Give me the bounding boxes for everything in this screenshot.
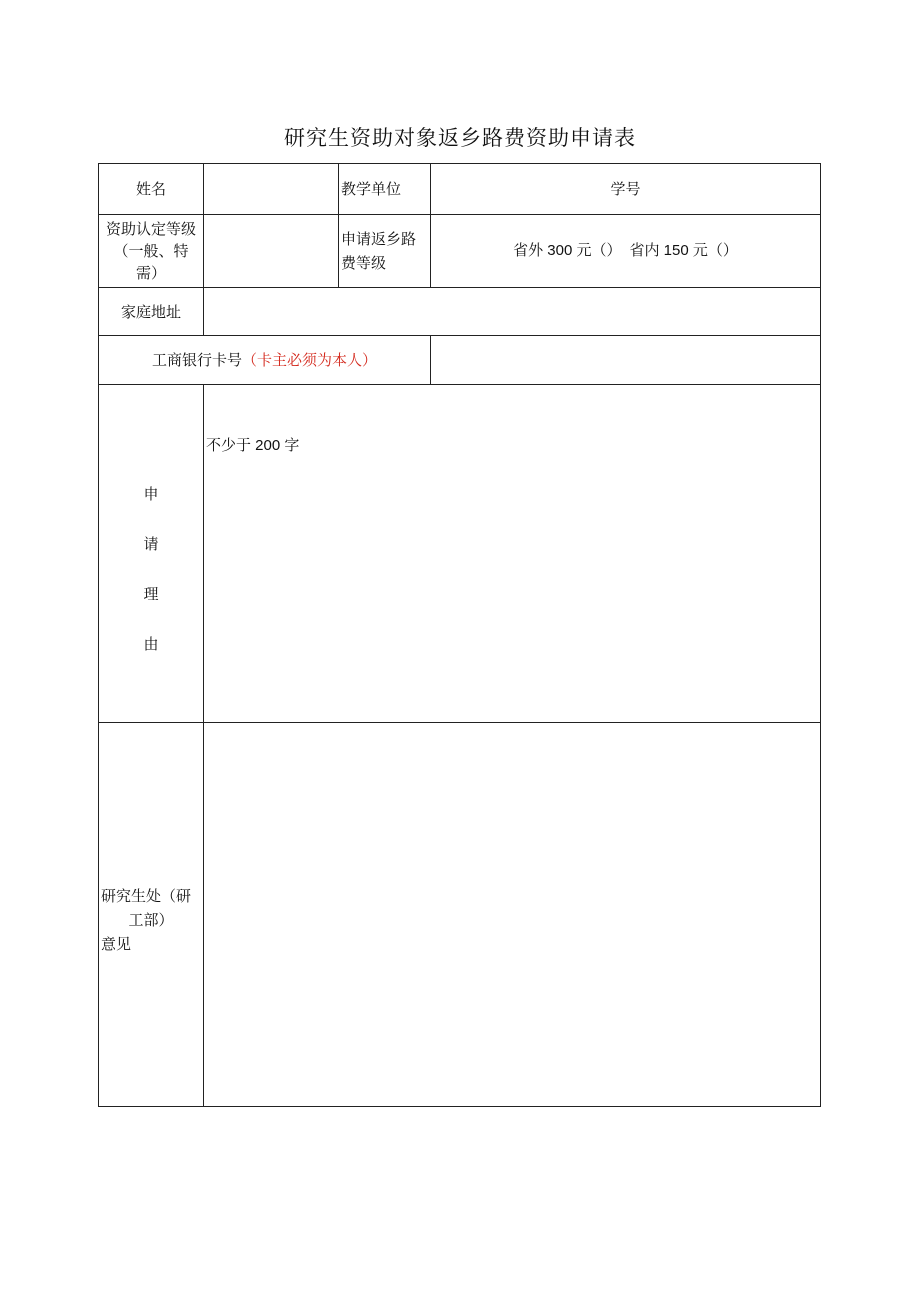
department-label-cell	[339, 164, 431, 215]
name-label: 姓名	[135, 180, 166, 198]
bank-note: （卡主必须为本人）	[242, 351, 378, 369]
travel-level-options[interactable]	[431, 215, 820, 288]
aid-level-label-cell	[99, 215, 204, 288]
reason-label-char-1: 申	[143, 484, 159, 503]
outside-province-option[interactable]: 省外 300 元（）	[513, 242, 622, 259]
travel-level-label-cell	[339, 215, 431, 288]
reason-label-cell	[99, 385, 204, 723]
aid-level-label-line2: （一般、特	[113, 242, 189, 260]
application-form	[98, 163, 821, 1107]
student-id-label: 学号	[610, 180, 641, 198]
address-label-cell	[99, 288, 204, 336]
reason-label-char-2: 请	[143, 534, 159, 553]
office-label-line3: 意见	[101, 934, 132, 953]
travel-level-label-line1: 申请返乡路	[341, 230, 417, 248]
reason-field[interactable]	[204, 385, 820, 723]
aid-level-label-line1: 资助认定等级	[105, 220, 196, 238]
office-label-line1: 研究生处（研	[101, 886, 192, 905]
bank-label-cell	[99, 336, 431, 385]
travel-level-label-line2: 费等级	[341, 254, 387, 272]
office-opinion-field[interactable]	[204, 723, 820, 1106]
inside-province-option[interactable]: 省内 150 元（）	[629, 242, 738, 259]
bank-label: 工商银行卡号	[151, 351, 242, 369]
name-field[interactable]	[204, 164, 339, 215]
office-label-cell	[99, 723, 204, 1106]
aid-level-label-line3: 需）	[135, 264, 166, 282]
address-field[interactable]	[204, 288, 820, 336]
bank-card-field[interactable]	[431, 336, 820, 385]
aid-level-field[interactable]	[204, 215, 339, 288]
page-title: 研究生资助对象返乡路费资助申请表	[284, 126, 636, 150]
department-label: 教学单位	[341, 180, 402, 198]
student-id-cell[interactable]	[431, 164, 820, 215]
reason-label-char-3: 理	[143, 584, 159, 603]
office-label-line2: 工部）	[128, 910, 174, 929]
reason-label-char-4: 由	[143, 634, 159, 653]
reason-hint: 不少于 200 字	[206, 437, 300, 454]
address-label: 家庭地址	[120, 302, 181, 321]
name-label-cell	[99, 164, 204, 215]
